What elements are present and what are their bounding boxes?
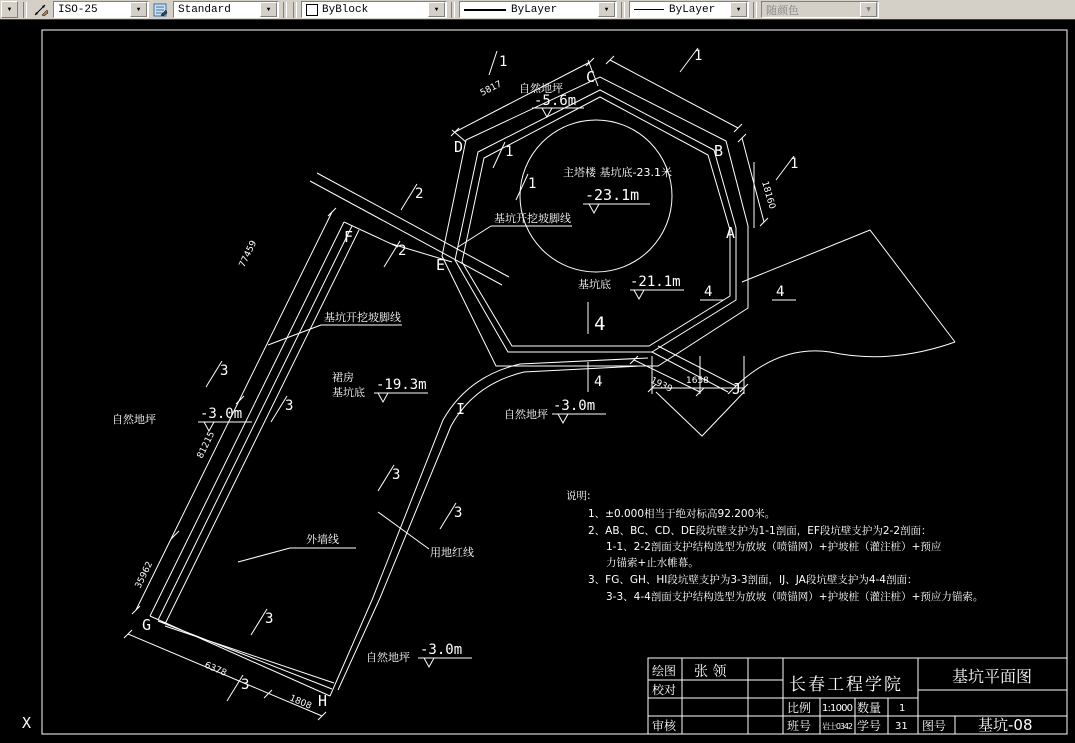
color-value: ByBlock: [322, 3, 369, 16]
parcel-outline: [150, 222, 648, 696]
notes-line: 2、AB、BC、CD、DE段坑壁支护为1-1剖面，EF段坑壁支护为2-2剖面：: [588, 525, 932, 537]
color-swatch-icon: [306, 4, 318, 16]
vertex-a: A: [726, 224, 736, 242]
draw-value: 张 领: [694, 664, 727, 680]
stuno-value: 31: [895, 721, 908, 732]
check-label: 校对: [652, 683, 677, 697]
scale-label: 比例: [787, 701, 812, 715]
toolbar-separator: [283, 2, 287, 18]
section-cut-marks: [206, 48, 798, 701]
elevation-left: -3.0m: [200, 406, 243, 422]
dim-18160: 18160: [759, 180, 777, 211]
section-mark-3: 3: [220, 363, 229, 379]
foundation-pit-plan: [0, 20, 1075, 743]
dim-style-combo[interactable]: [53, 1, 149, 18]
slope-toe-label-left: 基坑开挖坡脚线: [324, 311, 401, 324]
vertex-b: B: [714, 142, 724, 160]
class-label: 班号: [787, 719, 812, 733]
scale-value: 1:1000: [822, 703, 853, 714]
ucs-x-axis-label: X: [22, 714, 32, 732]
model-space-canvas[interactable]: [0, 20, 1075, 743]
linetype-value: ByLayer: [511, 3, 558, 16]
lineweight-dropdown-arrow[interactable]: ▼: [730, 2, 747, 17]
draw-label: 绘图: [652, 664, 677, 678]
sheet-border: [42, 30, 1067, 734]
outer-wall-label: 外墙线: [306, 533, 339, 546]
section-mark-3: 3: [392, 467, 401, 483]
color-dropdown-arrow[interactable]: ▼: [428, 2, 445, 17]
natural-ground-label-mid: 自然地坪: [504, 408, 548, 421]
class-value: 岩土0342: [822, 722, 853, 731]
figno-label: 图号: [922, 719, 947, 733]
text-style-dropdown-arrow[interactable]: ▼: [260, 2, 277, 17]
section-mark-3: 3: [265, 611, 274, 627]
section-mark-1: 1: [790, 156, 799, 172]
notes-line: 3-3、4-4剖面支护结构选型为放坡（喷锚网）+护坡桩（灌注桩）+预应力锚索。: [606, 591, 984, 603]
dim-6378: 6378: [202, 660, 228, 679]
notes-line: 1-1、2-2剖面支护结构选型为放坡（喷锚网）+护坡桩（灌注桩）+预应: [606, 541, 942, 553]
object-properties-toolbar: [0, 0, 1075, 20]
dim-35962: 35962: [133, 560, 156, 591]
section-mark-1: 1: [694, 48, 703, 64]
dim-style-icon[interactable]: [31, 1, 51, 18]
qty-label: 数量: [857, 701, 882, 715]
vertex-f: F: [344, 228, 354, 246]
toolbar-separator: [293, 2, 297, 18]
text-style-icon[interactable]: [151, 1, 171, 18]
figno-value: 基坑-08: [978, 716, 1033, 734]
section-mark-3: 3: [241, 677, 250, 693]
toolbar-separator: [451, 2, 455, 18]
lineweight-control-combo[interactable]: [629, 1, 749, 18]
sheet-title: 基坑平面图: [952, 667, 1033, 686]
clipped-combo-arrow[interactable]: ▼: [1, 1, 18, 18]
vertex-h: H: [318, 692, 328, 710]
section-mark-3: 3: [454, 505, 463, 521]
pit-bottom-label: 基坑底: [578, 278, 611, 291]
vertex-e: E: [436, 256, 446, 274]
natural-ground-label-left: 自然地坪: [112, 413, 156, 426]
dim-style-value: ISO-25: [58, 3, 98, 16]
elevation-mid: -3.0m: [553, 398, 596, 414]
text-style-value: Standard: [178, 3, 231, 16]
section-mark-4: 4: [776, 284, 785, 300]
section-mark-2: 2: [398, 243, 407, 259]
section-mark-2: 2: [415, 186, 424, 202]
elevation-bottom: -3.0m: [420, 642, 463, 658]
podium-pit-label: 基坑底: [332, 386, 365, 399]
section-mark-1: 1: [505, 144, 514, 160]
plot-style-dropdown-arrow: ▼: [860, 2, 877, 17]
school-name: 长春工程学院: [789, 675, 903, 695]
section-mark-4: 4: [594, 374, 603, 390]
section-mark-4: 4: [594, 313, 606, 335]
lineweight-value: ByLayer: [669, 3, 716, 16]
notes-line: 1、±0.000相当于绝对标高92.200米。: [588, 508, 776, 520]
vertex-c: C: [586, 68, 596, 86]
notes-block: [566, 489, 983, 603]
notes-line: 3、FG、GH、HI段坑壁支护为3-3剖面，IJ、JA段坑壁支护为4-4剖面：: [588, 574, 918, 586]
red-line-label: 用地红线: [430, 546, 474, 559]
vertex-g: G: [142, 616, 152, 634]
dim-5817: 5817: [478, 79, 504, 99]
natural-ground-label-top: 自然地坪: [519, 82, 563, 95]
plot-style-control-combo: [761, 1, 879, 18]
pit-bottom-elevation: -21.1m: [630, 274, 681, 290]
tower-pit-label: 主塔楼 基坑底-23.1米: [563, 166, 672, 179]
dim-81215: 81215: [195, 430, 218, 461]
qty-value: 1: [899, 703, 906, 714]
color-control-combo[interactable]: [301, 1, 447, 18]
stuno-label: 学号: [857, 719, 882, 733]
toolbar-separator: [753, 2, 757, 18]
text-style-combo[interactable]: [173, 1, 279, 18]
slope-toe-label-top: 基坑开挖坡脚线: [494, 212, 571, 225]
linetype-dropdown-arrow[interactable]: ▼: [598, 2, 615, 17]
dimension-values: [134, 79, 777, 711]
dim-1939: 1939: [648, 375, 674, 395]
review-label: 审核: [652, 719, 677, 733]
podium-label: 裙房: [332, 371, 354, 384]
notes-line: 力锚索+止水帷幕。: [606, 557, 699, 569]
notes-title: 说明:: [566, 490, 591, 502]
dim-1808: 1808: [287, 693, 313, 712]
elevation-top: -5.6m: [534, 93, 577, 109]
toolbar-separator: [621, 2, 625, 18]
natural-ground-label-bottom: 自然地坪: [366, 651, 410, 664]
section-mark-1: 1: [499, 54, 508, 70]
vertex-j: J: [732, 380, 742, 398]
title-block: [648, 658, 1067, 734]
lineweight-line-icon: [634, 9, 664, 10]
dim-style-dropdown-arrow[interactable]: ▼: [130, 2, 147, 17]
pit-outline: [442, 77, 748, 392]
linetype-control-combo[interactable]: [459, 1, 617, 18]
dim-1658: 1658: [686, 376, 709, 386]
section-mark-4: 4: [704, 284, 713, 300]
section-mark-1: 1: [528, 176, 537, 192]
vertex-d: D: [454, 138, 464, 156]
plot-style-value: 随颜色: [766, 3, 799, 17]
toolbar-separator: [23, 2, 27, 18]
tower-pit-elevation: -23.1m: [585, 186, 640, 204]
south-wedge-lines: [656, 392, 744, 436]
vertex-i: I: [456, 400, 466, 418]
adjacent-road-shape: [728, 230, 955, 394]
podium-elevation: -19.3m: [376, 377, 427, 393]
linetype-line-icon: [464, 9, 506, 11]
dim-77459: 77459: [237, 239, 260, 270]
section-mark-3: 3: [285, 398, 294, 414]
